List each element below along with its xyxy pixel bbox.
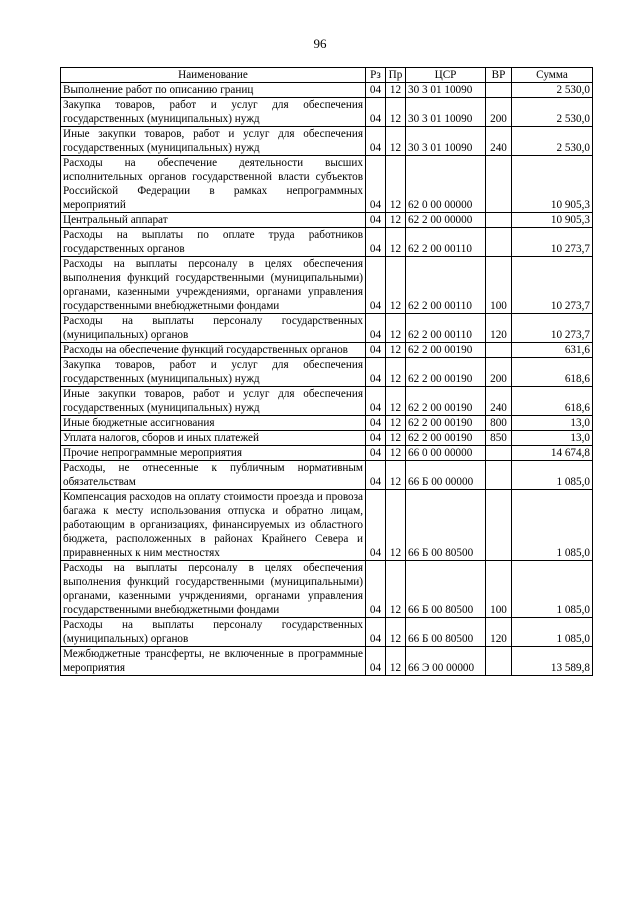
cell-rz: 04 <box>366 416 386 431</box>
cell-pr: 12 <box>386 446 406 461</box>
cell-name: Расходы на обеспечение функций государственных органов <box>61 343 366 358</box>
cell-name: Межбюджетные трансферты, не включенные в программные мероприятия <box>61 647 366 676</box>
cell-sum: 10 905,3 <box>512 213 593 228</box>
cell-vr: 240 <box>486 387 512 416</box>
cell-csr: 30 3 01 10090 <box>406 83 486 98</box>
cell-name: Расходы на выплаты персоналу государственных (муниципальных) органов <box>61 314 366 343</box>
cell-csr: 66 Э 00 00000 <box>406 647 486 676</box>
cell-rz: 04 <box>366 343 386 358</box>
cell-csr: 62 2 00 00000 <box>406 213 486 228</box>
table-row <box>61 127 593 156</box>
cell-rz: 04 <box>366 314 386 343</box>
cell-sum: 13,0 <box>512 416 593 431</box>
cell-csr: 62 2 00 00190 <box>406 387 486 416</box>
table-row <box>61 156 593 213</box>
column-header-pr: Пр <box>386 68 406 83</box>
cell-pr: 12 <box>386 561 406 618</box>
cell-sum: 14 674,8 <box>512 446 593 461</box>
cell-name: Иные закупки товаров, работ и услуг для обеспечения государственных (муниципальных) нужд <box>61 387 366 416</box>
table-row <box>61 83 593 98</box>
cell-sum: 1 085,0 <box>512 490 593 561</box>
cell-rz: 04 <box>366 257 386 314</box>
cell-vr <box>486 156 512 213</box>
table-row <box>61 490 593 561</box>
cell-rz: 04 <box>366 431 386 446</box>
column-header-sum: Сумма <box>512 68 593 83</box>
table-row <box>61 446 593 461</box>
cell-rz: 04 <box>366 127 386 156</box>
table-row <box>61 98 593 127</box>
cell-csr: 62 2 00 00190 <box>406 343 486 358</box>
cell-pr: 12 <box>386 618 406 647</box>
table-row <box>61 647 593 676</box>
cell-name: Центральный аппарат <box>61 213 366 228</box>
table-row <box>61 416 593 431</box>
cell-name: Расходы на выплаты персоналу в целях обеспечения выполнения функций государственными (муниципальными) органами, казенными учрждениями, органами управления государственными внебюджетными фондами <box>61 561 366 618</box>
cell-pr: 12 <box>386 490 406 561</box>
cell-sum: 631,6 <box>512 343 593 358</box>
cell-name: Расходы, не отнесенные к публичным нормативным обязательствам <box>61 461 366 490</box>
cell-sum: 1 085,0 <box>512 618 593 647</box>
cell-vr: 120 <box>486 314 512 343</box>
cell-csr: 62 2 00 00110 <box>406 228 486 257</box>
cell-rz: 04 <box>366 358 386 387</box>
cell-csr: 66 Б 00 80500 <box>406 490 486 561</box>
cell-csr: 62 2 00 00110 <box>406 314 486 343</box>
table-row <box>61 461 593 490</box>
table-row <box>61 618 593 647</box>
cell-csr: 62 0 00 00000 <box>406 156 486 213</box>
table-row <box>61 561 593 618</box>
cell-name: Закупка товаров, работ и услуг для обеспечения государственных (муниципальных) нужд <box>61 358 366 387</box>
cell-sum: 10 273,7 <box>512 257 593 314</box>
cell-rz: 04 <box>366 461 386 490</box>
cell-csr: 62 2 00 00190 <box>406 416 486 431</box>
cell-rz: 04 <box>366 618 386 647</box>
table-row <box>61 358 593 387</box>
cell-csr: 62 2 00 00190 <box>406 358 486 387</box>
cell-pr: 12 <box>386 156 406 213</box>
cell-rz: 04 <box>366 83 386 98</box>
cell-vr <box>486 83 512 98</box>
cell-csr: 66 0 00 00000 <box>406 446 486 461</box>
cell-name: Расходы на обеспечение деятельности высших исполнительных органов государственной власти субъектов Российской Федерации в рамках непрограммных мероприятий <box>61 156 366 213</box>
cell-name: Уплата налогов, сборов и иных платежей <box>61 431 366 446</box>
cell-vr: 120 <box>486 618 512 647</box>
cell-sum: 2 530,0 <box>512 98 593 127</box>
cell-csr: 30 3 01 10090 <box>406 98 486 127</box>
cell-sum: 10 273,7 <box>512 314 593 343</box>
cell-rz: 04 <box>366 446 386 461</box>
cell-rz: 04 <box>366 156 386 213</box>
cell-vr: 800 <box>486 416 512 431</box>
cell-pr: 12 <box>386 461 406 490</box>
cell-name: Прочие непрограммные мероприятия <box>61 446 366 461</box>
cell-pr: 12 <box>386 416 406 431</box>
cell-name: Расходы на выплаты персоналу в целях обеспечения выполнения функций государственными (муниципальными) органами, казенными учреждениями, органами управления государственными внебюджетными фондами <box>61 257 366 314</box>
cell-csr: 62 2 00 00110 <box>406 257 486 314</box>
cell-pr: 12 <box>386 213 406 228</box>
table-row <box>61 213 593 228</box>
cell-csr: 62 2 00 00190 <box>406 431 486 446</box>
cell-sum: 2 530,0 <box>512 83 593 98</box>
cell-name: Иные закупки товаров, работ и услуг для обеспечения государственных (муниципальных) нужд <box>61 127 366 156</box>
cell-name: Иные бюджетные ассигнования <box>61 416 366 431</box>
cell-rz: 04 <box>366 213 386 228</box>
table-row <box>61 257 593 314</box>
cell-sum: 618,6 <box>512 387 593 416</box>
cell-rz: 04 <box>366 228 386 257</box>
cell-sum: 2 530,0 <box>512 127 593 156</box>
cell-sum: 13,0 <box>512 431 593 446</box>
cell-pr: 12 <box>386 387 406 416</box>
cell-pr: 12 <box>386 647 406 676</box>
page-number: 96 <box>313 36 327 51</box>
cell-pr: 12 <box>386 358 406 387</box>
cell-vr: 100 <box>486 561 512 618</box>
table-row <box>61 314 593 343</box>
cell-name: Закупка товаров, работ и услуг для обеспечения государственных (муниципальных) нужд <box>61 98 366 127</box>
cell-rz: 04 <box>366 561 386 618</box>
table-row <box>61 431 593 446</box>
cell-csr: 66 Б 00 80500 <box>406 561 486 618</box>
column-header-csr: ЦСР <box>406 68 486 83</box>
cell-pr: 12 <box>386 257 406 314</box>
cell-vr <box>486 490 512 561</box>
cell-csr: 66 Б 00 80500 <box>406 618 486 647</box>
cell-pr: 12 <box>386 83 406 98</box>
cell-vr: 200 <box>486 358 512 387</box>
cell-sum: 618,6 <box>512 358 593 387</box>
table-row <box>61 387 593 416</box>
cell-rz: 04 <box>366 387 386 416</box>
cell-sum: 10 905,3 <box>512 156 593 213</box>
cell-vr <box>486 461 512 490</box>
column-header-vr: ВР <box>486 68 512 83</box>
column-header-name: Наименование <box>61 68 366 83</box>
cell-vr: 240 <box>486 127 512 156</box>
cell-vr: 200 <box>486 98 512 127</box>
cell-csr: 30 3 01 10090 <box>406 127 486 156</box>
cell-rz: 04 <box>366 647 386 676</box>
budget-table <box>60 67 593 676</box>
cell-pr: 12 <box>386 343 406 358</box>
cell-vr: 850 <box>486 431 512 446</box>
column-header-rz: Рз <box>366 68 386 83</box>
cell-name: Расходы на выплаты персоналу государственных (муниципальных) органов <box>61 618 366 647</box>
cell-name: Выполнение работ по описанию границ <box>61 83 366 98</box>
cell-vr: 100 <box>486 257 512 314</box>
table-row <box>61 343 593 358</box>
cell-vr <box>486 213 512 228</box>
table-header-row <box>61 68 593 83</box>
table-row <box>61 228 593 257</box>
cell-name: Расходы на выплаты по оплате труда работников государственных органов <box>61 228 366 257</box>
cell-sum: 10 273,7 <box>512 228 593 257</box>
cell-pr: 12 <box>386 228 406 257</box>
cell-csr: 66 Б 00 00000 <box>406 461 486 490</box>
cell-rz: 04 <box>366 490 386 561</box>
cell-vr <box>486 228 512 257</box>
cell-sum: 1 085,0 <box>512 561 593 618</box>
cell-sum: 13 589,8 <box>512 647 593 676</box>
cell-pr: 12 <box>386 98 406 127</box>
cell-pr: 12 <box>386 314 406 343</box>
cell-vr <box>486 343 512 358</box>
cell-rz: 04 <box>366 98 386 127</box>
cell-name: Компенсация расходов на оплату стоимости проезда и провоза багажа к месту использования отпуска и обратно лицам, работающим в организациях, финансируемых из областного бюджета, расположенных в районах Крайнего Севера и приравненных к ним местностях <box>61 490 366 561</box>
cell-vr <box>486 446 512 461</box>
cell-pr: 12 <box>386 127 406 156</box>
cell-vr <box>486 647 512 676</box>
cell-pr: 12 <box>386 431 406 446</box>
cell-sum: 1 085,0 <box>512 461 593 490</box>
